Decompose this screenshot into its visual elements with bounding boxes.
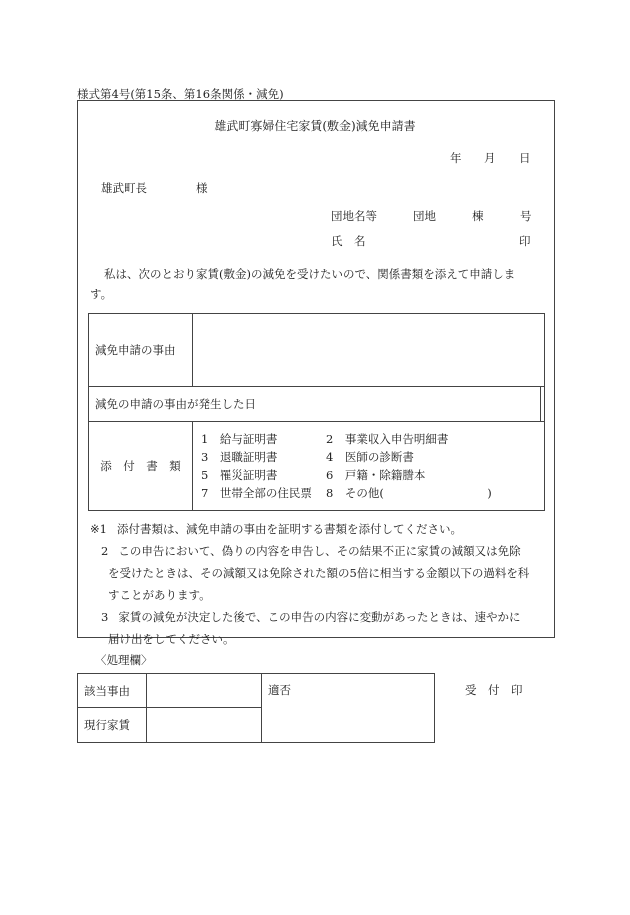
note-text: 添付書類は、減免申請の事由を証明する書類を添付してください。 bbox=[116, 522, 462, 536]
building-suffix: 棟 bbox=[472, 209, 484, 223]
note-item bbox=[90, 518, 550, 540]
attachment-item: 5 罹災証明書 bbox=[201, 468, 278, 482]
note-text: 家賃の減免が決定した後で、この申告の内容に変動があったときは、速やかに bbox=[118, 610, 521, 624]
note-marker: ※1 bbox=[90, 522, 107, 536]
note-item bbox=[90, 540, 550, 606]
attachment-item: 8 その他( ) bbox=[326, 486, 492, 500]
name-label: 氏 名 bbox=[331, 234, 366, 248]
form-title: 雄武町寡婦住宅家賃(敷金)減免申請書 bbox=[214, 119, 416, 133]
date-occurred-field[interactable] bbox=[540, 387, 544, 422]
statement-line-2: す。 bbox=[90, 287, 113, 301]
attachments-label: 添 付 書 類 bbox=[89, 422, 193, 511]
attachment-row bbox=[201, 466, 544, 484]
approval-label: 適否 bbox=[268, 683, 291, 697]
room-suffix: 号 bbox=[520, 209, 532, 223]
addressee-name: 雄武町長 bbox=[101, 181, 147, 195]
received-stamp-label: 受 付 印 bbox=[465, 683, 523, 697]
application-table bbox=[88, 313, 545, 511]
current-rent-label: 現行家賃 bbox=[78, 708, 147, 743]
processing-heading: 〈処理欄〉 bbox=[95, 653, 153, 667]
processing-table bbox=[77, 673, 435, 743]
date-month: 月 bbox=[484, 151, 496, 165]
date-day: 日 bbox=[519, 151, 531, 165]
current-rent-field[interactable] bbox=[147, 708, 262, 743]
seal-mark: 印 bbox=[519, 234, 531, 248]
approval-field[interactable] bbox=[262, 674, 435, 743]
note-text: 届け出をしてください。 bbox=[108, 632, 235, 646]
attachment-item: 3 退職証明書 bbox=[201, 450, 278, 464]
attachment-row bbox=[201, 430, 544, 448]
reason-field[interactable] bbox=[193, 314, 545, 387]
complex-suffix: 団地 bbox=[413, 209, 436, 223]
date-year: 年 bbox=[450, 151, 462, 165]
attachment-row bbox=[201, 448, 544, 466]
date-occurred-label: 減免の申請の事由が発生した日 bbox=[89, 387, 541, 422]
attachment-item: 1 給与証明書 bbox=[201, 432, 278, 446]
addressee-honorific: 様 bbox=[196, 181, 208, 195]
applicable-reason-label: 該当事由 bbox=[78, 674, 147, 708]
note-marker: 3 bbox=[101, 610, 109, 624]
note-text: を受けたときは、その減額又は免除された額の5倍に相当する金額以下の過料を科 bbox=[108, 566, 530, 580]
attachment-item: 4 医師の診断書 bbox=[326, 450, 414, 464]
note-item bbox=[90, 606, 550, 650]
attachments-list bbox=[193, 422, 545, 511]
form-number: 様式第4号(第15条、第16条関係・減免) bbox=[77, 87, 284, 101]
attachment-item: 2 事業収入申告明細書 bbox=[326, 432, 449, 446]
attachment-row bbox=[201, 484, 544, 502]
applicable-reason-field[interactable] bbox=[147, 674, 262, 708]
attachment-item: 6 戸籍・除籍謄本 bbox=[326, 468, 426, 482]
attachment-item: 7 世帯全部の住民票 bbox=[201, 486, 312, 500]
note-text: この申告において、偽りの内容を申告し、その結果不正に家賃の減額又は免除 bbox=[118, 544, 521, 558]
notes bbox=[90, 518, 550, 650]
note-text: すことがあります。 bbox=[108, 588, 211, 602]
complex-label: 団地名等 bbox=[331, 209, 377, 223]
note-marker: 2 bbox=[101, 544, 109, 558]
statement-line-1: 私は、次のとおり家賃(敷金)の減免を受けたいので、関係書類を添えて申請しま bbox=[104, 267, 516, 281]
reason-label: 減免申請の事由 bbox=[89, 314, 193, 387]
